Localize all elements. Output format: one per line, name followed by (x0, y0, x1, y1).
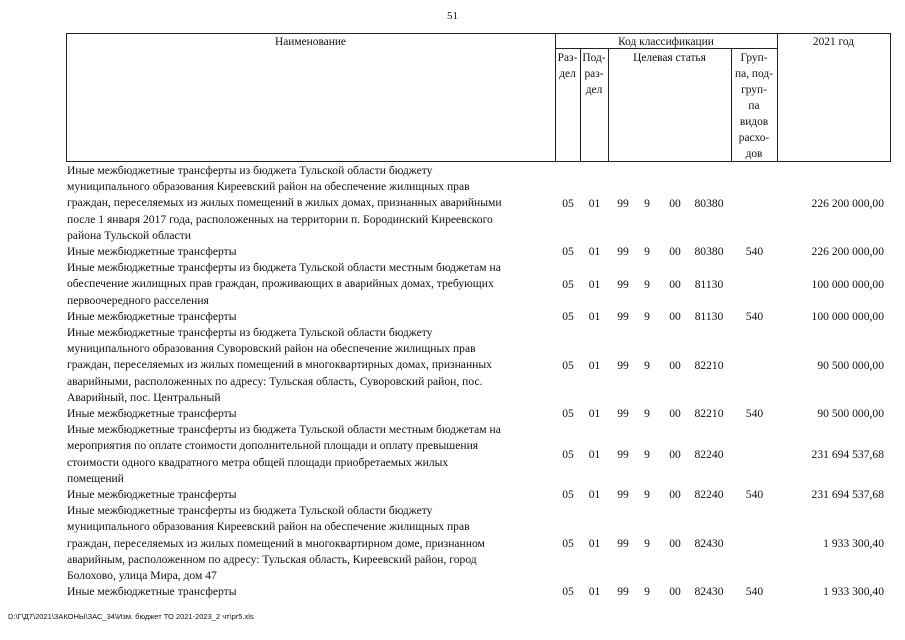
header-razdel (555, 50, 580, 82)
row-code-razdel: 05 (562, 309, 574, 323)
row-code-podrazdel: 01 (588, 585, 601, 599)
row-name (67, 503, 555, 584)
row-name (67, 163, 555, 244)
row-code-c2: 9 (644, 407, 650, 421)
row-code-c3: 00 (669, 309, 681, 323)
row-code-razdel: 05 (562, 536, 574, 550)
row-code-c3: 00 (669, 277, 681, 291)
row-name-line: Иные межбюджетные трансферты из бюджета Тульской области местным бюджетам на (67, 261, 501, 275)
row-code-podrazdel: 01 (588, 277, 601, 291)
row-code-c4: 82430 (694, 536, 724, 550)
row-amount: 231 694 537,68 (811, 488, 884, 502)
row-code-c1: 99 (617, 277, 629, 291)
row-name (67, 244, 555, 260)
header-podrazdel-line: раз- (584, 68, 604, 80)
row-amount: 226 200 000,00 (811, 196, 884, 210)
row-code-c3: 00 (669, 407, 681, 421)
row-name-line: обеспечение жилищных прав граждан, проживающих в аварийных домах, требующих (67, 277, 494, 291)
row-code-c3: 00 (669, 536, 681, 550)
header-podrazdel (580, 50, 608, 98)
row-name-line: Иные межбюджетные трансферты (67, 488, 237, 501)
row-amount: 231 694 537,68 (811, 447, 884, 461)
row-code-c1: 99 (617, 358, 629, 372)
row-name-line: граждан, переселяемых из жилых помещений в многоквартирных домах, признанных (67, 358, 492, 372)
row-name (67, 260, 555, 309)
row-code-razdel: 05 (562, 277, 574, 291)
row-name (67, 584, 555, 600)
row-code-podrazdel: 01 (588, 447, 601, 461)
row-name-line: граждан, переселяемых из жилых помещений в многоквартирном доме, признанном (67, 536, 485, 550)
row-code-group: 540 (745, 407, 764, 421)
row-name-line: аварийным, расположенном по адресу: Тульская область, Киреевский район, город (67, 552, 477, 566)
row-code-c1: 99 (617, 536, 629, 550)
header-group (731, 50, 777, 162)
row-name-line: Иные межбюджетные трансферты (67, 245, 237, 258)
header-podrazdel-line: дел (585, 84, 603, 96)
row-code-podrazdel: 01 (588, 196, 601, 210)
row-code-c4: 82240 (694, 447, 724, 461)
row-code-c2: 9 (644, 447, 650, 461)
row-code-group: 540 (745, 585, 764, 599)
group-col-divider (777, 33, 778, 162)
row-name-line: муниципального образования Суворовский район на обеспечение жилищных прав (67, 342, 476, 356)
row-code-c3: 00 (669, 447, 681, 461)
row-name-line: мероприятия по оплате стоимости дополнительной площади и оплату превышения (67, 439, 479, 453)
header-razdel-line: дел (559, 68, 576, 80)
header-group-line: Груп- (740, 52, 768, 64)
header-target: Целевая статья (633, 52, 706, 64)
row-code-c3: 00 (669, 196, 681, 210)
row-code-group: 540 (745, 488, 764, 502)
row-name-line: Иные межбюджетные трансферты из бюджета Тульской области бюджету (67, 164, 433, 177)
header-year: 2021 год (812, 36, 855, 48)
row-amount: 90 500 000,00 (817, 407, 884, 421)
row-amount: 226 200 000,00 (811, 245, 884, 259)
row-code-c4: 80380 (694, 196, 724, 210)
row-code-c3: 00 (669, 488, 681, 502)
row-amount: 100 000 000,00 (811, 277, 884, 291)
row-code-c4: 81130 (694, 309, 724, 323)
row-name (67, 309, 555, 325)
header-group-line: расхо- (738, 132, 770, 144)
row-name-line: района Тульской области (67, 228, 191, 242)
row-name-line: Иные межбюджетные трансферты из бюджета Тульской области бюджету (67, 326, 433, 339)
row-code-c4: 82240 (694, 488, 724, 502)
left-border (66, 33, 67, 162)
row-amount: 100 000 000,00 (811, 309, 884, 323)
header-group-line: дов (745, 148, 763, 160)
row-code-c4: 80380 (694, 245, 724, 259)
row-code-c2: 9 (644, 488, 650, 502)
header-group-line: груп- (741, 84, 767, 96)
row-name-line: муниципального образования Киреевский район на обеспечение жилищных прав (67, 180, 470, 194)
row-code-razdel: 05 (562, 196, 574, 210)
row-name-line: Аварийный, пос. Центральный (67, 390, 221, 404)
row-name-line: помещений (67, 471, 124, 485)
row-code-podrazdel: 01 (588, 309, 601, 323)
row-code-c2: 9 (644, 196, 650, 210)
row-name-line: первоочередного расселения (67, 293, 209, 307)
row-code-razdel: 05 (562, 585, 574, 599)
row-code-razdel: 05 (562, 407, 574, 421)
row-code-podrazdel: 01 (588, 245, 601, 259)
row-amount: 1 933 300,40 (823, 536, 884, 550)
right-border (890, 33, 891, 162)
row-code-razdel: 05 (562, 245, 574, 259)
header-podrazdel-line: Под- (582, 52, 606, 64)
row-code-group: 540 (745, 245, 764, 259)
row-name-line: Болохово, улица Мира, дом 47 (67, 569, 217, 582)
row-code-c2: 9 (644, 309, 650, 323)
row-code-c3: 00 (669, 585, 681, 599)
row-code-c2: 9 (644, 536, 650, 550)
row-amount: 1 933 300,40 (823, 585, 884, 599)
header-group-line: па (748, 100, 760, 112)
row-code-razdel: 05 (562, 488, 574, 502)
row-code-c2: 9 (644, 585, 650, 599)
row-code-c3: 00 (669, 358, 681, 372)
header-name: Наименование (275, 36, 346, 48)
row-code-c1: 99 (617, 245, 629, 259)
row-name-line: Иные межбюджетные трансферты из бюджета Тульской области бюджету (67, 504, 433, 518)
row-code-c1: 99 (617, 407, 629, 421)
row-name (67, 422, 555, 487)
row-code-c2: 9 (644, 245, 650, 259)
row-code-razdel: 05 (562, 447, 574, 461)
header-group-line: па, под- (735, 68, 773, 80)
row-name-line: Иные межбюджетные трансферты (67, 585, 237, 599)
file-path-footer: D:\Г\Д7\2021\ЗАКОНЫ\ЗАС_34\Изм. бюджет ТО 2021-2023_2 чт\pr5.xls (8, 612, 254, 621)
row-code-c2: 9 (644, 358, 650, 372)
header-group-line: видов (739, 116, 769, 128)
row-code-podrazdel: 01 (588, 407, 601, 421)
row-code-c3: 00 (669, 245, 681, 259)
row-code-c1: 99 (617, 196, 629, 210)
row-name-line: Иные межбюджетные трансферты (67, 309, 237, 323)
row-code-c1: 99 (617, 488, 629, 502)
row-code-razdel: 05 (562, 358, 574, 372)
row-code-c1: 99 (617, 585, 629, 599)
row-name (67, 487, 555, 503)
row-name (67, 325, 555, 406)
row-code-c4: 81130 (694, 277, 724, 291)
page-number: 51 (447, 10, 458, 22)
row-name (67, 406, 555, 422)
row-name-line: стоимости одного квадратного метра общей площади приобретаемых жилых (67, 455, 449, 469)
row-code-c1: 99 (617, 309, 629, 323)
row-code-c4: 82210 (694, 407, 724, 421)
row-name-line: аварийными, расположенных по адресу: Тульская область, Суворовский район, пос. (67, 374, 483, 388)
row-name-line: Иные межбюджетные трансферты из бюджета Тульской области местным бюджетам на (67, 423, 501, 437)
header-code-group: Код классификации (618, 36, 714, 48)
row-code-c4: 82430 (694, 585, 724, 599)
row-code-podrazdel: 01 (588, 536, 601, 550)
row-code-podrazdel: 01 (588, 358, 601, 372)
row-name-line: Иные межбюджетные трансферты (67, 407, 237, 420)
header-razdel-line: Раз- (557, 52, 578, 64)
row-code-c2: 9 (644, 277, 650, 291)
row-name-line: муниципального образования Киреевский район на обеспечение жилищных прав (67, 520, 470, 534)
row-code-c1: 99 (617, 447, 629, 461)
row-name-line: после 1 января 2017 года, расположенных на территории п. Бородинский Киреевского (67, 212, 493, 226)
row-amount: 90 500 000,00 (817, 358, 884, 372)
row-name-line: граждан, переселяемых из жилых помещений в жилых домах, признанных аварийными (67, 196, 502, 210)
row-code-podrazdel: 01 (588, 488, 601, 502)
row-code-c4: 82210 (694, 358, 724, 372)
row-code-group: 540 (745, 309, 764, 323)
